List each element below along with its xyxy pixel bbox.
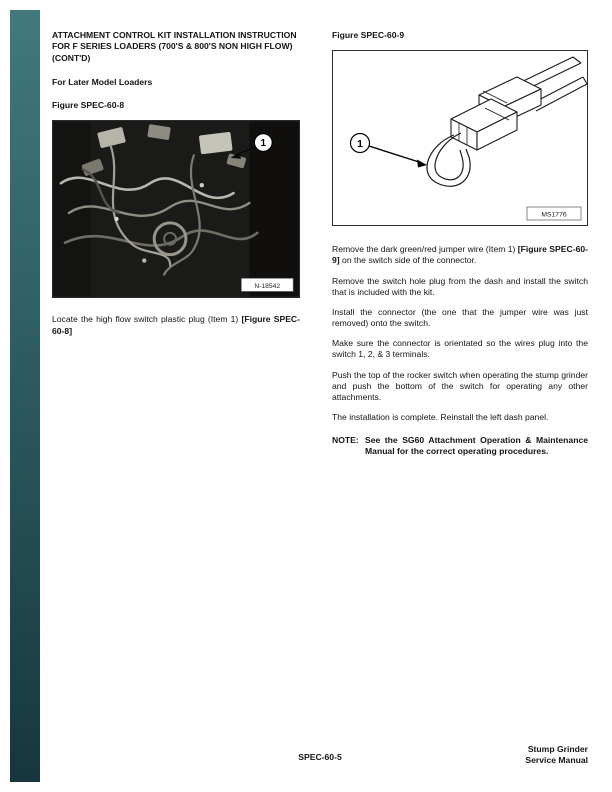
section-heading: ATTACHMENT CONTROL KIT INSTALLATION INSTRUCTION FOR F SERIES LOADERS (700'S & 800'S NON HIGH FLOW) (CONT'D): [52, 30, 297, 63]
instruction-paragraph: The installation is complete. Reinstall the left dash panel.: [332, 412, 549, 423]
photo-callout-1: 1: [260, 138, 267, 150]
screw-highlight: [200, 183, 204, 187]
paragraph-text: on the switch side of the connector.: [339, 255, 477, 266]
drawing-callout-1: 1: [357, 137, 363, 150]
wire-harness-photo: [53, 121, 299, 297]
figure-spec-60-9: [332, 50, 588, 226]
caption-text: Locate the high flow switch plastic plug (Item 1): [52, 314, 242, 325]
note-label: NOTE:: [332, 435, 359, 446]
photo-shadow-left: [53, 122, 91, 297]
note: [332, 435, 588, 457]
photo-ref-label: N-18542: [254, 283, 281, 291]
instruction-paragraph: Remove the switch hole plug from the dash and install the switch that is included with the kit.: [332, 275, 588, 297]
manual-title-line1: Stump Grinder: [527, 743, 588, 754]
paragraph-figure-ref: [Figure SPEC-60-9]: [332, 244, 588, 266]
connector-drawing: [333, 51, 587, 225]
instruction-paragraph: Push the top of the rocker switch when operating the stump grinder and push the bottom of the switch for operating any other attachments.: [332, 369, 588, 402]
manual-title-line2: Service Manual: [525, 754, 588, 765]
right-column: [332, 30, 588, 458]
paragraph-text: Remove the dark green/red jumper wire (Item 1): [332, 244, 518, 255]
caption-figure-ref: [Figure SPEC-60-8]: [52, 314, 301, 336]
subsection-heading: For Later Model Loaders: [52, 77, 153, 88]
screw-highlight: [114, 217, 118, 221]
note-text: See the SG60 Attachment Operation & Maintenance Manual for the correct operating procedures.: [365, 435, 588, 457]
instruction-paragraph: Install the connector (the one that the jumper wire was just removed) onto the switch.: [332, 306, 588, 329]
callout-arrow: [369, 146, 427, 168]
figure-spec-60-8-label: Figure SPEC-60-8: [52, 100, 125, 111]
manual-title: [525, 744, 588, 766]
figure-spec-60-8: [52, 120, 300, 298]
screw-highlight: [142, 259, 146, 263]
instruction-paragraph: [332, 244, 588, 266]
page-edge-bar: [10, 10, 40, 782]
page-number: SPEC-60-5: [298, 752, 342, 762]
figure-spec-60-9-label: Figure SPEC-60-9: [332, 30, 405, 40]
figure-caption: [52, 314, 300, 336]
drawing-ref-label: MS1776: [541, 211, 567, 219]
left-column: [52, 30, 300, 346]
instruction-paragraph: Make sure the connector is orientated so the wires plug into the switch 1, 2, & 3 terminals.: [332, 338, 588, 360]
